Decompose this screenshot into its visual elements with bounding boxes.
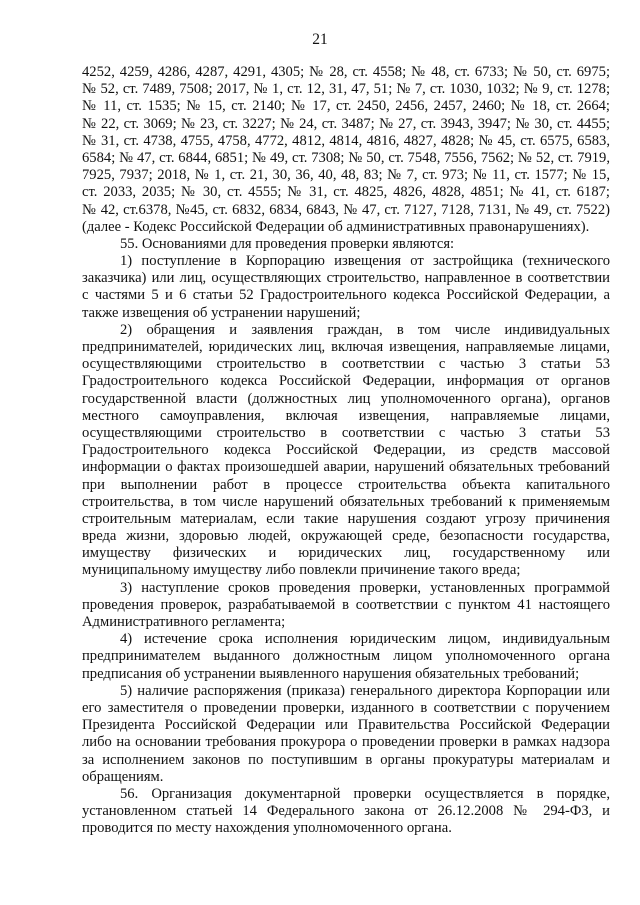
text-line: предпринимателем выданного должностным лицом уполномоченного органа: [82, 648, 610, 665]
text-line: 4) истечение срока исполнения юридическим лицом, индивидуальным: [120, 631, 610, 648]
text-line: предпринимателей, юридических лиц, включая извещения, направляемые лицами,: [82, 339, 610, 355]
text-line: проводится по месту нахождения уполномоченного органа.: [82, 820, 452, 837]
text-line: обращениям.: [82, 768, 164, 785]
text-line: № 31, ст. 4738, 4755, 4758, 4772, 4812, 4814, 4816, 4827, 4828; № 45, ст. 6575, 6583,: [82, 132, 610, 149]
text-line: государственной власти (должностных лиц уполномоченного органа), органов: [82, 390, 610, 407]
text-line: Административного регламента;: [82, 614, 286, 630]
text-line: 2) обращения и заявления граждан, в том числе индивидуальных: [120, 321, 610, 338]
text-line: вреда жизни, здоровью людей, окружающей среде, безопасности государства,: [82, 528, 610, 545]
text-line: ст. 2033, 2035; № 30, ст. 4555; № 31, ст. 4825, 4826, 4828, 4851; № 41, ст. 6187;: [82, 184, 610, 201]
text-line: при выполнении работ в процессе строительства объекта капитального: [82, 476, 610, 493]
text-line: 1) поступление в Корпорацию извещения от застройщика (технического: [120, 253, 610, 270]
text-line: его заместителя о проведении проверки, изданного в соответствии с поручением: [82, 699, 610, 716]
text-line: № 42, ст.6378, №45, ст. 6832, 6834, 6843, № 47, ст. 7127, 7128, 7131, № 49, ст. 7522): [82, 201, 610, 218]
text-line: предписания об устранении выявленного нарушения обязательных требований;: [82, 665, 580, 682]
text-line: за исполнением законов по поступившим в органы прокуратуры материалам и: [82, 751, 610, 768]
text-line: заказчика) или лиц, осуществляющих строительство, направленное в соответствии: [82, 270, 610, 287]
text-line: 3) наступление сроков проведения проверки, установленных программой: [120, 579, 610, 596]
text-line: 6584; № 47, ст. 6844, 6851; № 49, ст. 7308; № 50, ст. 7548, 7556, 7562; № 52, ст. 7919,: [82, 149, 610, 166]
text-line: № 11, ст. 1535; № 15, ст. 2140; № 17, ст. 2450, 2456, 2457, 2460; № 18, ст. 2664;: [82, 98, 610, 115]
text-line: Градостроительного кодекса Российской Федерации, информация от органов: [82, 373, 610, 390]
text-line: 5) наличие распоряжения (приказа) генерального директора Корпорации или: [120, 682, 610, 699]
text-line: (далее - Кодекс Российской Федерации об административных правонарушениях).: [82, 218, 590, 235]
text-line: 55. Основаниями для проведения проверки являются:: [120, 235, 455, 252]
text-line: 4252, 4259, 4286, 4287, 4291, 4305; № 28, ст. 4558; № 48, ст. 6733; № 50, ст. 6975;: [82, 64, 610, 80]
text-line: либо на основании требования прокурора о проведении проверки в рамках надзора: [82, 734, 610, 751]
text-line: № 22, ст. 3069; № 23, ст. 3227; № 24, ст. 3487; № 27, ст. 3943, 3947; № 30, ст. 4455;: [82, 115, 610, 132]
text-line: имуществу физических и юридических лиц, государственному или: [82, 545, 610, 562]
text-line: 56. Организация документарной проверки осуществляется в порядке,: [120, 785, 610, 802]
text-line: информации о фактах произошедшей аварии, нарушений обязательных требований: [82, 459, 610, 476]
text-line: строительным материалам, если такие нарушения создают угрозу причинения: [82, 510, 610, 527]
text-line: Градостроительного кодекса Российской Федерации, из средств массовой: [82, 442, 610, 459]
text-line: строительства, в том числе нарушений обязательных требований к применяемым: [82, 493, 610, 510]
text-line: с частями 5 и 6 статьи 52 Градостроительного кодекса Российской Федерации, а: [82, 287, 610, 304]
text-line: осуществляющими строительство в соответствии с частью 3 статьи 53: [82, 424, 610, 441]
document-body: [82, 64, 610, 837]
text-line: муниципальному имуществу либо повлекли причинение такого вреда;: [82, 562, 521, 579]
text-line: установленном статьей 14 Федерального закона от 26.12.2008 № 294-ФЗ, и: [82, 803, 610, 820]
text-line: Президента Российской Федерации или Правительства Российской Федерации: [82, 717, 610, 734]
page-number: 21: [312, 31, 328, 48]
text-line: 7925, 7937; 2018, № 1, ст. 21, 30, 36, 40, 48, 83; № 7, ст. 973; № 11, ст. 1577; № 15,: [82, 167, 610, 184]
text-line: № 52, ст. 7489, 7508; 2017, № 1, ст. 12, 31, 47, 51; № 7, ст. 1030, 1032; № 9, ст. 1278;: [82, 81, 610, 98]
text-line: осуществляющими строительство в соответствии с частью 3 статьи 53: [82, 356, 610, 373]
text-line: местного самоуправления, включая извещения, направляемые лицами,: [82, 407, 610, 424]
text-line: проведения проверок, разрабатываемой в соответствии с пунктом 41 настоящего: [82, 596, 610, 613]
text-line: также извещения об устранении нарушений;: [82, 304, 361, 321]
